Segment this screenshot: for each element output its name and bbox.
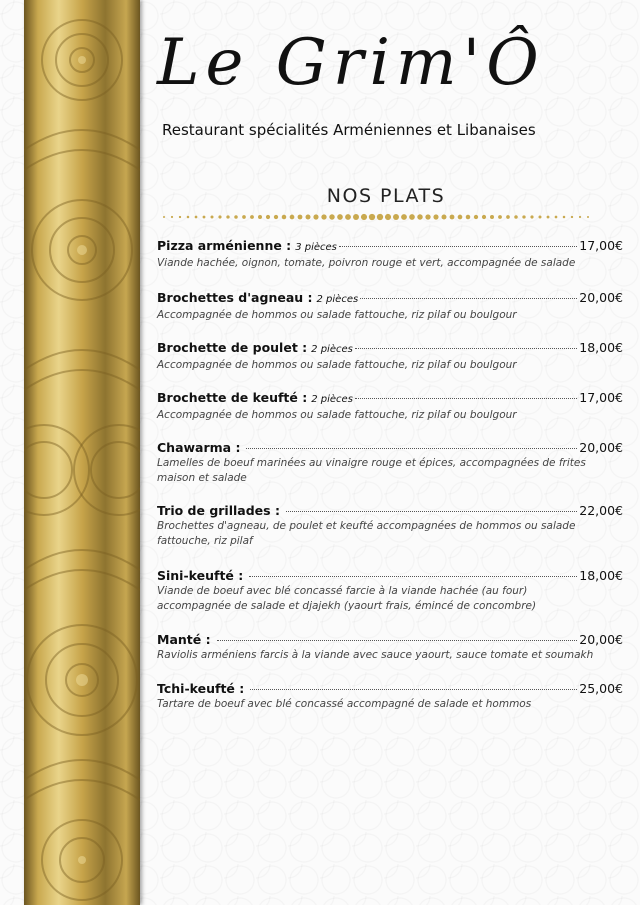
- divider-dot: [274, 215, 278, 219]
- menu-item-quantity: 2 pièces: [316, 294, 359, 305]
- divider-dot: [385, 214, 391, 220]
- menu-item-price: 20,00€: [579, 440, 623, 455]
- divider-dot: [226, 215, 229, 218]
- divider-dot: [482, 215, 486, 219]
- menu-item-description: Viande hachée, oignon, tomate, poivron rouge et vert, accompagnée de salade: [157, 257, 576, 269]
- menu-item-price: 17,00€: [579, 238, 623, 253]
- menu-item-line: [157, 567, 623, 584]
- menu-item-line: [157, 439, 623, 456]
- menu-item-name: Manté :: [157, 632, 211, 647]
- divider-dot: [490, 215, 494, 219]
- divider-dot: [242, 215, 246, 219]
- divider-dot: [498, 215, 502, 219]
- menu-item: [157, 502, 623, 549]
- divider-dot: [514, 215, 518, 219]
- divider-dot: [234, 215, 238, 219]
- menu-item-line: [157, 631, 623, 648]
- menu-item: [157, 339, 623, 373]
- divider-dot: [250, 215, 254, 219]
- menu-item-description: Accompagnée de hommos ou salade fattouche, riz pilaf ou boulgour: [157, 409, 517, 421]
- divider-dot: [393, 214, 399, 220]
- menu-item-name: Brochette de keufté :: [157, 390, 308, 405]
- menu-item: [157, 680, 623, 712]
- menu-item-quantity: 3 pièces: [295, 242, 337, 253]
- menu-item-price: 20,00€: [579, 632, 623, 647]
- menu-item-description: Brochettes d'agneau, de poulet et keufté accompagnées de hommos ou salade fattouche, riz pilaf: [157, 520, 576, 547]
- menu-item: [157, 567, 623, 614]
- divider-dot: [290, 215, 295, 220]
- menu-item-line: [157, 389, 623, 408]
- divider-dot: [337, 214, 343, 220]
- section-title: NOS PLATS: [326, 185, 446, 207]
- divider-dot: [555, 216, 558, 219]
- divider-dot: [179, 216, 181, 218]
- menu-item-line: [157, 502, 623, 519]
- menu-item-name: Pizza arménienne :: [157, 238, 292, 253]
- divider-dot: [306, 215, 311, 220]
- divider-dot: [571, 216, 573, 218]
- divider-dot: [266, 215, 270, 219]
- divider-dot: [458, 215, 463, 220]
- divider-dot: [417, 214, 422, 219]
- menu-item-description: Raviolis arméniens farcis à la viande avec sauce yaourt, sauce tomate et soumakh: [157, 649, 594, 661]
- divider-dot: [282, 215, 287, 220]
- divider-dot: [530, 215, 533, 218]
- menu-item-price: 18,00€: [579, 340, 623, 355]
- restaurant-logo-name: Le Grim'Ô: [157, 26, 545, 100]
- divider-dot: [563, 216, 566, 219]
- menu-item-line: [157, 339, 623, 358]
- divider-dot: [442, 215, 447, 220]
- divider-dot: [579, 216, 581, 218]
- dotted-leader: [246, 448, 577, 449]
- dotted-leader: [355, 398, 577, 399]
- divider-dot: [450, 215, 455, 220]
- menu-item-description: Viande de boeuf avec blé concassé farcie à la viande hachée (au four) accompagnée de salade et djajekh (yaourt frais, émincé de concombre): [157, 585, 537, 612]
- menu-item-name: Trio de grillades :: [157, 503, 280, 518]
- divider-dot: [361, 214, 367, 220]
- mandala-pattern: [24, 0, 140, 905]
- divider-dot: [345, 214, 351, 220]
- dotted-leader: [249, 576, 577, 577]
- divider-dot: [329, 214, 334, 219]
- dotted-leader: [250, 689, 577, 690]
- menu-item-line: [157, 680, 623, 697]
- divider-dot: [433, 214, 438, 219]
- divider-dot: [218, 215, 221, 218]
- menu-item-description: Lamelles de boeuf marinées au vinaigre rouge et épices, accompagnées de frites maison et salade: [157, 457, 586, 484]
- menu-item-price: 17,00€: [579, 390, 623, 405]
- divider-dot: [298, 215, 303, 220]
- gold-decorative-band: [24, 0, 140, 905]
- menu-item-name: Sini-keufté :: [157, 568, 244, 583]
- divider-dot: [474, 215, 478, 219]
- menu-item-price: 22,00€: [579, 503, 623, 518]
- menu-item-price: 20,00€: [579, 290, 623, 305]
- divider-dot: [409, 214, 415, 220]
- divider-dot: [401, 214, 407, 220]
- menu-item-line: [157, 289, 623, 308]
- menu-item-price: 25,00€: [579, 681, 623, 696]
- dotted-leader: [339, 246, 577, 247]
- divider-dot: [321, 214, 326, 219]
- menu-item: [157, 289, 623, 323]
- divider-dot: [203, 216, 206, 219]
- divider-dot: [377, 214, 383, 220]
- divider-dot: [171, 216, 173, 218]
- menu-item-quantity: 2 pièces: [311, 344, 353, 355]
- restaurant-subtitle: Restaurant spécialités Arméniennes et Libanaises: [162, 121, 536, 139]
- menu-item-name: Brochette de poulet :: [157, 340, 308, 355]
- menu-item-description: Accompagnée de hommos ou salade fattouche, riz pilaf ou boulgour: [157, 359, 517, 371]
- divider-dot: [369, 214, 375, 220]
- divider-dot: [195, 216, 198, 219]
- divider-dot: [163, 216, 165, 218]
- dotted-leader: [217, 640, 578, 641]
- divider-dot: [466, 215, 471, 220]
- divider-dot: [313, 214, 318, 219]
- menu-item-description: Tartare de boeuf avec blé concassé accompagné de salade et hommos: [157, 698, 532, 710]
- dotted-leader: [286, 511, 577, 512]
- menu-item-name: Chawarma :: [157, 440, 241, 455]
- menu-item: [157, 389, 623, 423]
- divider-dot: [211, 216, 214, 219]
- menu-item-description: Accompagnée de hommos ou salade fattouche, riz pilaf ou boulgour: [157, 309, 517, 321]
- menu-item-price: 18,00€: [579, 568, 623, 583]
- menu-item-quantity: 2 pièces: [311, 394, 353, 405]
- menu-item: [157, 439, 623, 486]
- divider-dot: [587, 216, 589, 218]
- dotted-divider: [160, 212, 600, 222]
- divider-dot: [187, 216, 190, 219]
- dotted-leader: [355, 348, 577, 349]
- divider-dot: [539, 216, 542, 219]
- divider-dot: [547, 216, 550, 219]
- menu-item: [157, 237, 623, 271]
- divider-dot: [506, 215, 510, 219]
- divider-dot: [258, 215, 262, 219]
- menu-item: [157, 631, 623, 663]
- dotted-leader: [360, 298, 577, 299]
- menu-item-name: Brochettes d'agneau :: [157, 290, 313, 305]
- menu-item-name: Tchi-keufté :: [157, 681, 245, 696]
- divider-dot: [353, 214, 359, 220]
- menu-item-line: [157, 237, 623, 256]
- divider-dot: [425, 214, 430, 219]
- divider-dot: [522, 215, 525, 218]
